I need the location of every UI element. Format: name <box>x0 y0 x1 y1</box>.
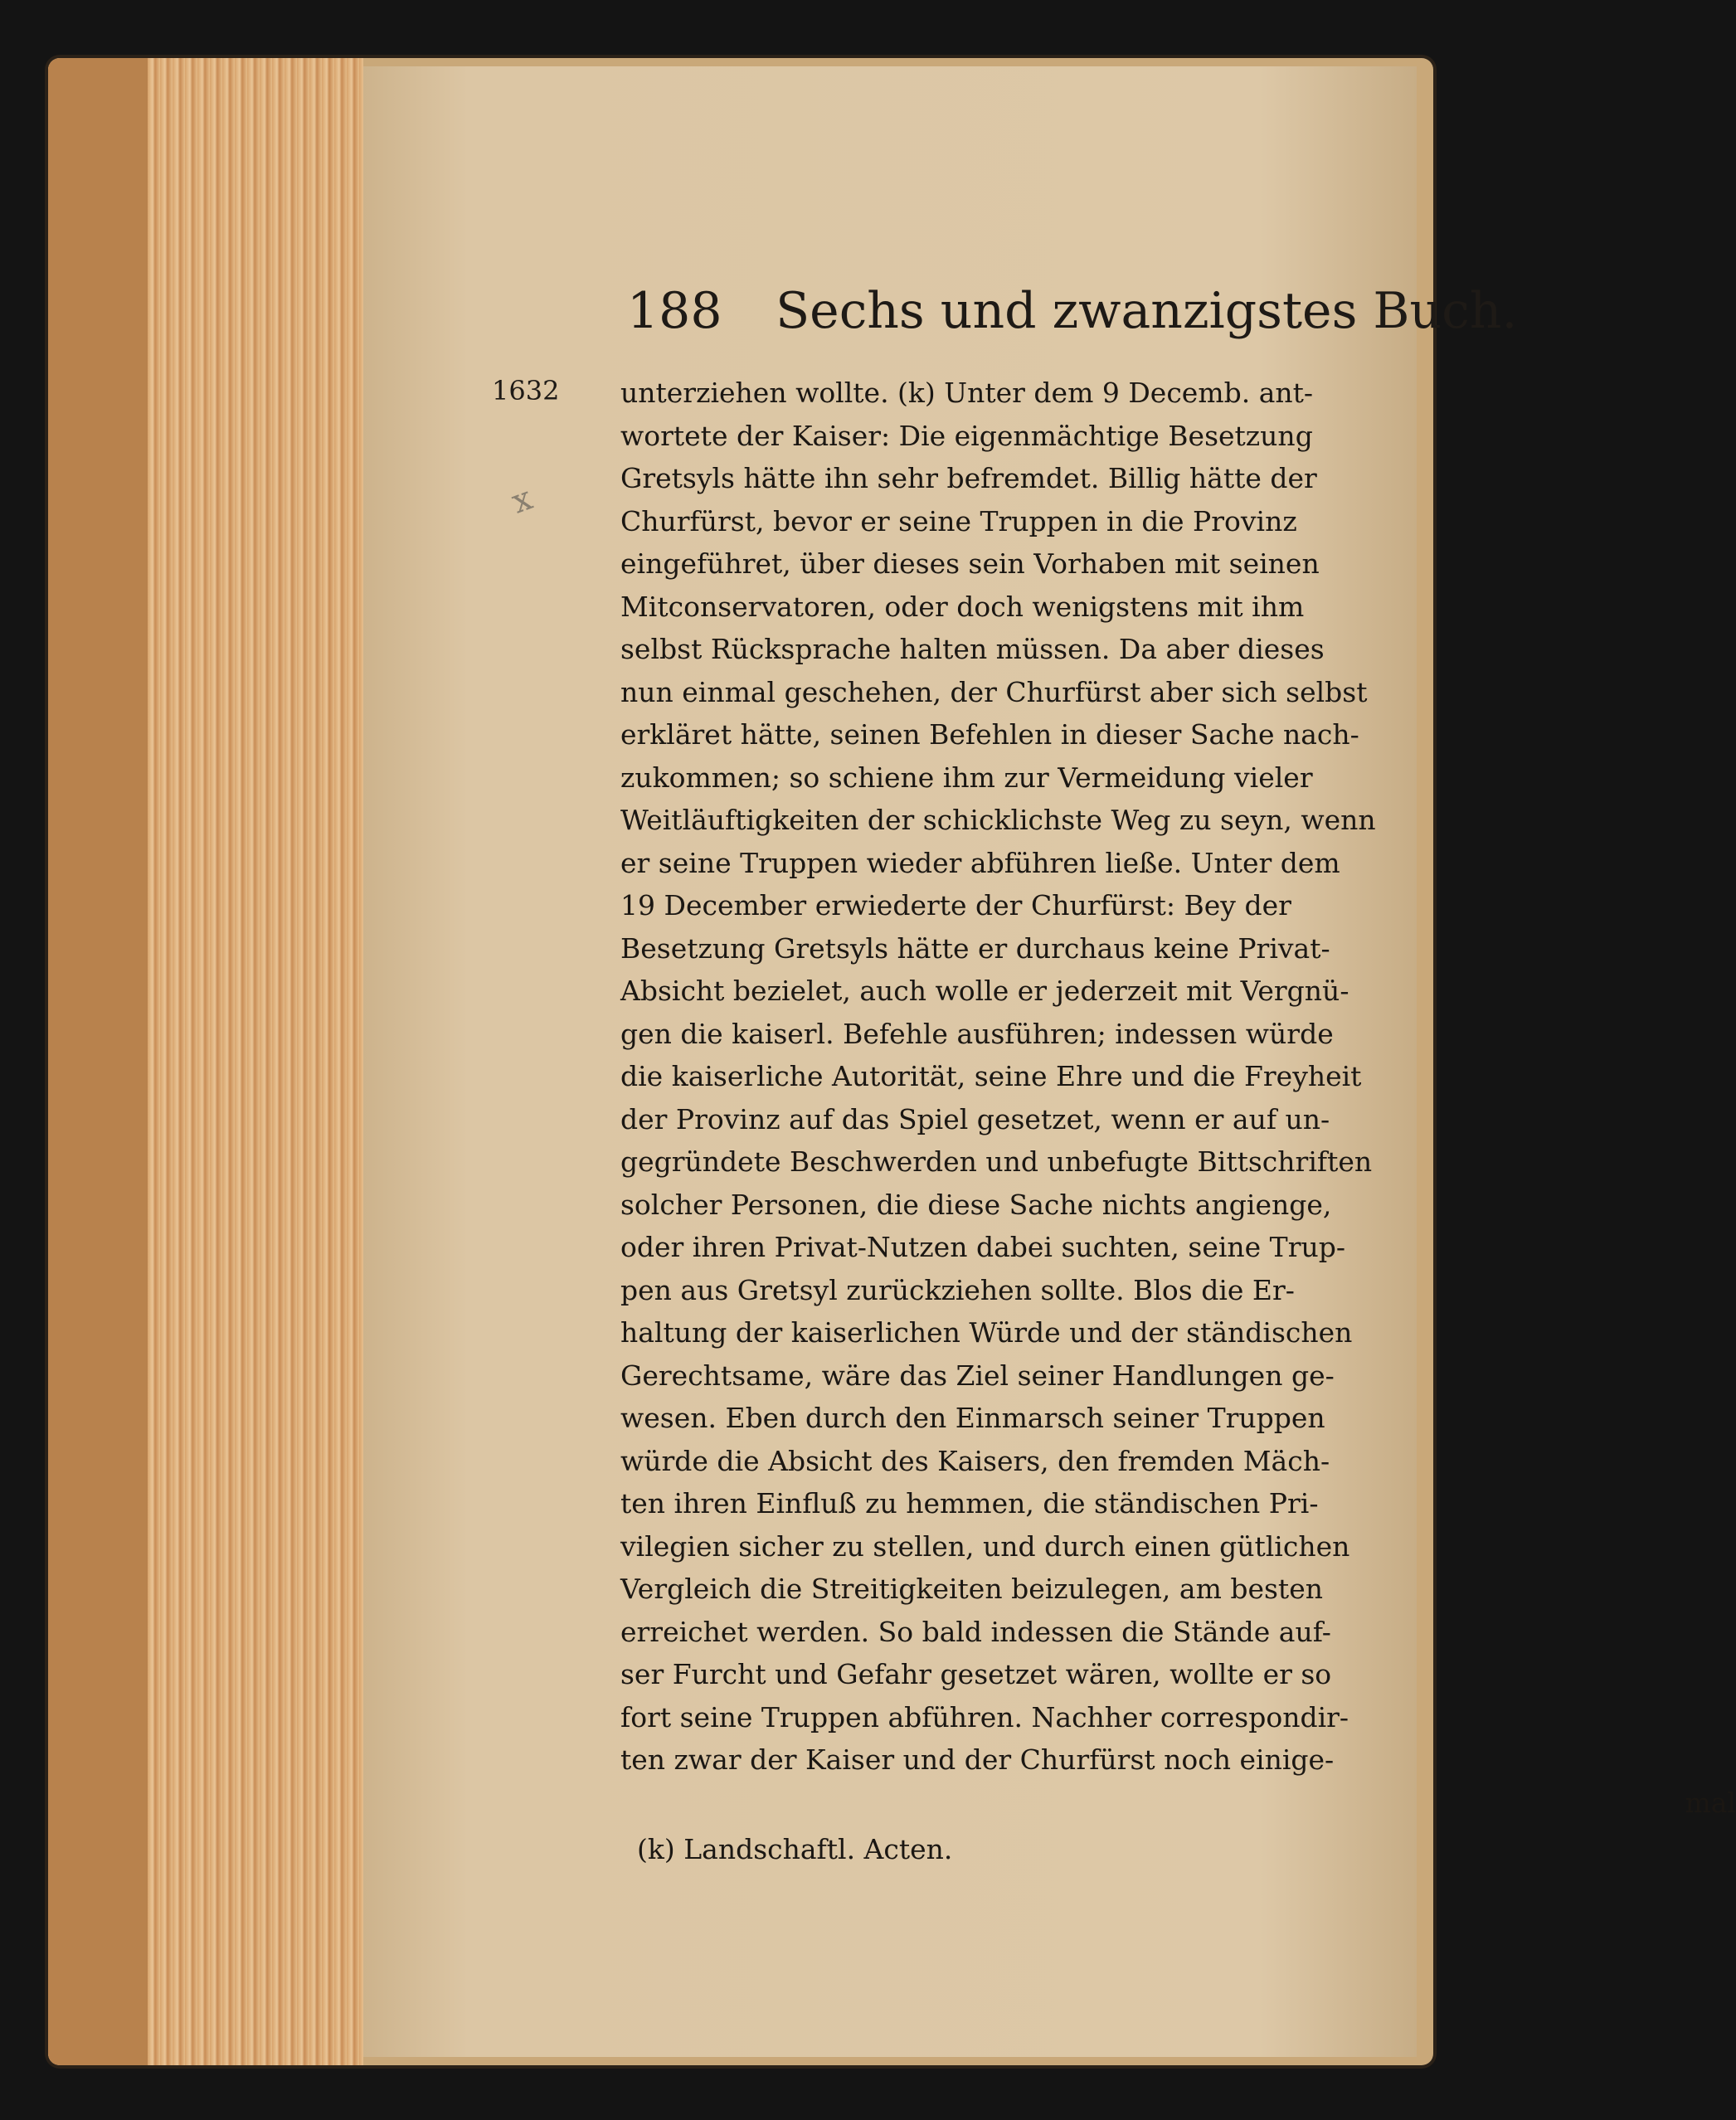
text-line: gegründete Beschwerden und unbefugte Bittschriften <box>620 1145 1373 1178</box>
text-line: nun einmal geschehen, der Churfürst aber sich selbst <box>620 675 1368 708</box>
text-line: pen aus Gretsyl zurückziehen sollte. Blos die Er- <box>620 1273 1295 1306</box>
page-number: 188 <box>627 282 722 340</box>
text-line: eingeführet, über dieses sein Vorhaben mit seinen <box>620 547 1320 580</box>
text-line: der Provinz auf das Spiel gesetzet, wenn er auf un- <box>620 1102 1330 1135</box>
book-page <box>363 66 1736 2057</box>
text-line: ser Furcht und Gefahr gesetzet wären, wollte er so <box>620 1658 1332 1690</box>
text-line: Weitläuftigkeiten der schicklichste Weg zu seyn, wenn <box>620 804 1376 836</box>
text-line: unterziehen wollte. (k) Unter dem 9 Decemb. ant- <box>620 377 1314 409</box>
text-line: er seine Truppen wieder abführen ließe. Unter dem <box>620 846 1340 879</box>
book-spine-edge <box>48 58 148 2065</box>
text-line: Besetzung Gretsyls hätte er durchaus keine Privat- <box>620 931 1330 965</box>
text-line: erkläret hätte, seinen Befehlen in dieser Sache nach- <box>620 718 1359 751</box>
text-line: Vergleich die Streitigkeiten beizulegen, am besten <box>620 1573 1323 1605</box>
chapter-title: Sechs und zwanzigstes Buch. <box>776 282 1518 340</box>
text-line: haltung der kaiserlichen Würde und der ständischen <box>620 1316 1353 1349</box>
footnote: (k) Landschaftl. Acten. <box>637 1833 953 1865</box>
text-line: selbst Rücksprache halten müssen. Da aber dieses <box>620 633 1325 665</box>
text-line: Gerechtsame, wäre das Ziel seiner Handlungen ge- <box>620 1359 1335 1392</box>
text-line: Gretsyls hätte ihn sehr befremdet. Billig hätte der <box>620 462 1317 494</box>
text-line: solcher Personen, die diese Sache nichts angienge, <box>620 1188 1332 1221</box>
text-line: Mitconservatoren, oder doch wenigstens mit ihm <box>620 590 1305 623</box>
running-head <box>627 282 1622 348</box>
text-line: vilegien sicher zu stellen, und durch einen gütlichen <box>620 1529 1350 1563</box>
body-text <box>620 372 1736 1824</box>
margin-year: 1632 <box>492 375 560 406</box>
text-line: oder ihren Privat-Nutzen dabei suchten, seine Trup- <box>620 1231 1346 1263</box>
text-line: zukommen; so schiene ihm zur Vermeidung vieler <box>620 761 1313 794</box>
text-line: ten zwar der Kaiser und der Churfürst noch einige- <box>620 1743 1335 1776</box>
text-line: Absicht bezielet, auch wolle er jederzeit mit Vergnü- <box>620 975 1349 1007</box>
text-line: fort seine Truppen abführen. Nachher correspondir- <box>620 1700 1349 1733</box>
text-line: wortete der Kaiser: Die eigenmächtige Besetzung <box>620 419 1313 452</box>
text-line: würde die Absicht des Kaisers, den fremden Mäch- <box>620 1444 1330 1477</box>
text-line: Churfürst, bevor er seine Truppen in die Provinz <box>620 504 1297 537</box>
text-line: wesen. Eben durch den Einmarsch seiner Truppen <box>620 1402 1325 1434</box>
pencil-mark: x <box>506 479 537 522</box>
text-line: erreichet werden. So bald indessen die Stände auf- <box>620 1615 1331 1648</box>
text-line: die kaiserliche Autorität, seine Ehre und die Freyheit <box>620 1060 1362 1092</box>
text-line: gen die kaiserl. Befehle ausführen; indessen würde <box>620 1017 1334 1050</box>
text-line: ten ihren Einfluß zu hemmen, die ständischen Pri- <box>620 1487 1319 1519</box>
text-line: 19 December erwiederte der Churfürst: Bey der <box>620 889 1291 921</box>
catchword: mal <box>1685 1786 1736 1819</box>
